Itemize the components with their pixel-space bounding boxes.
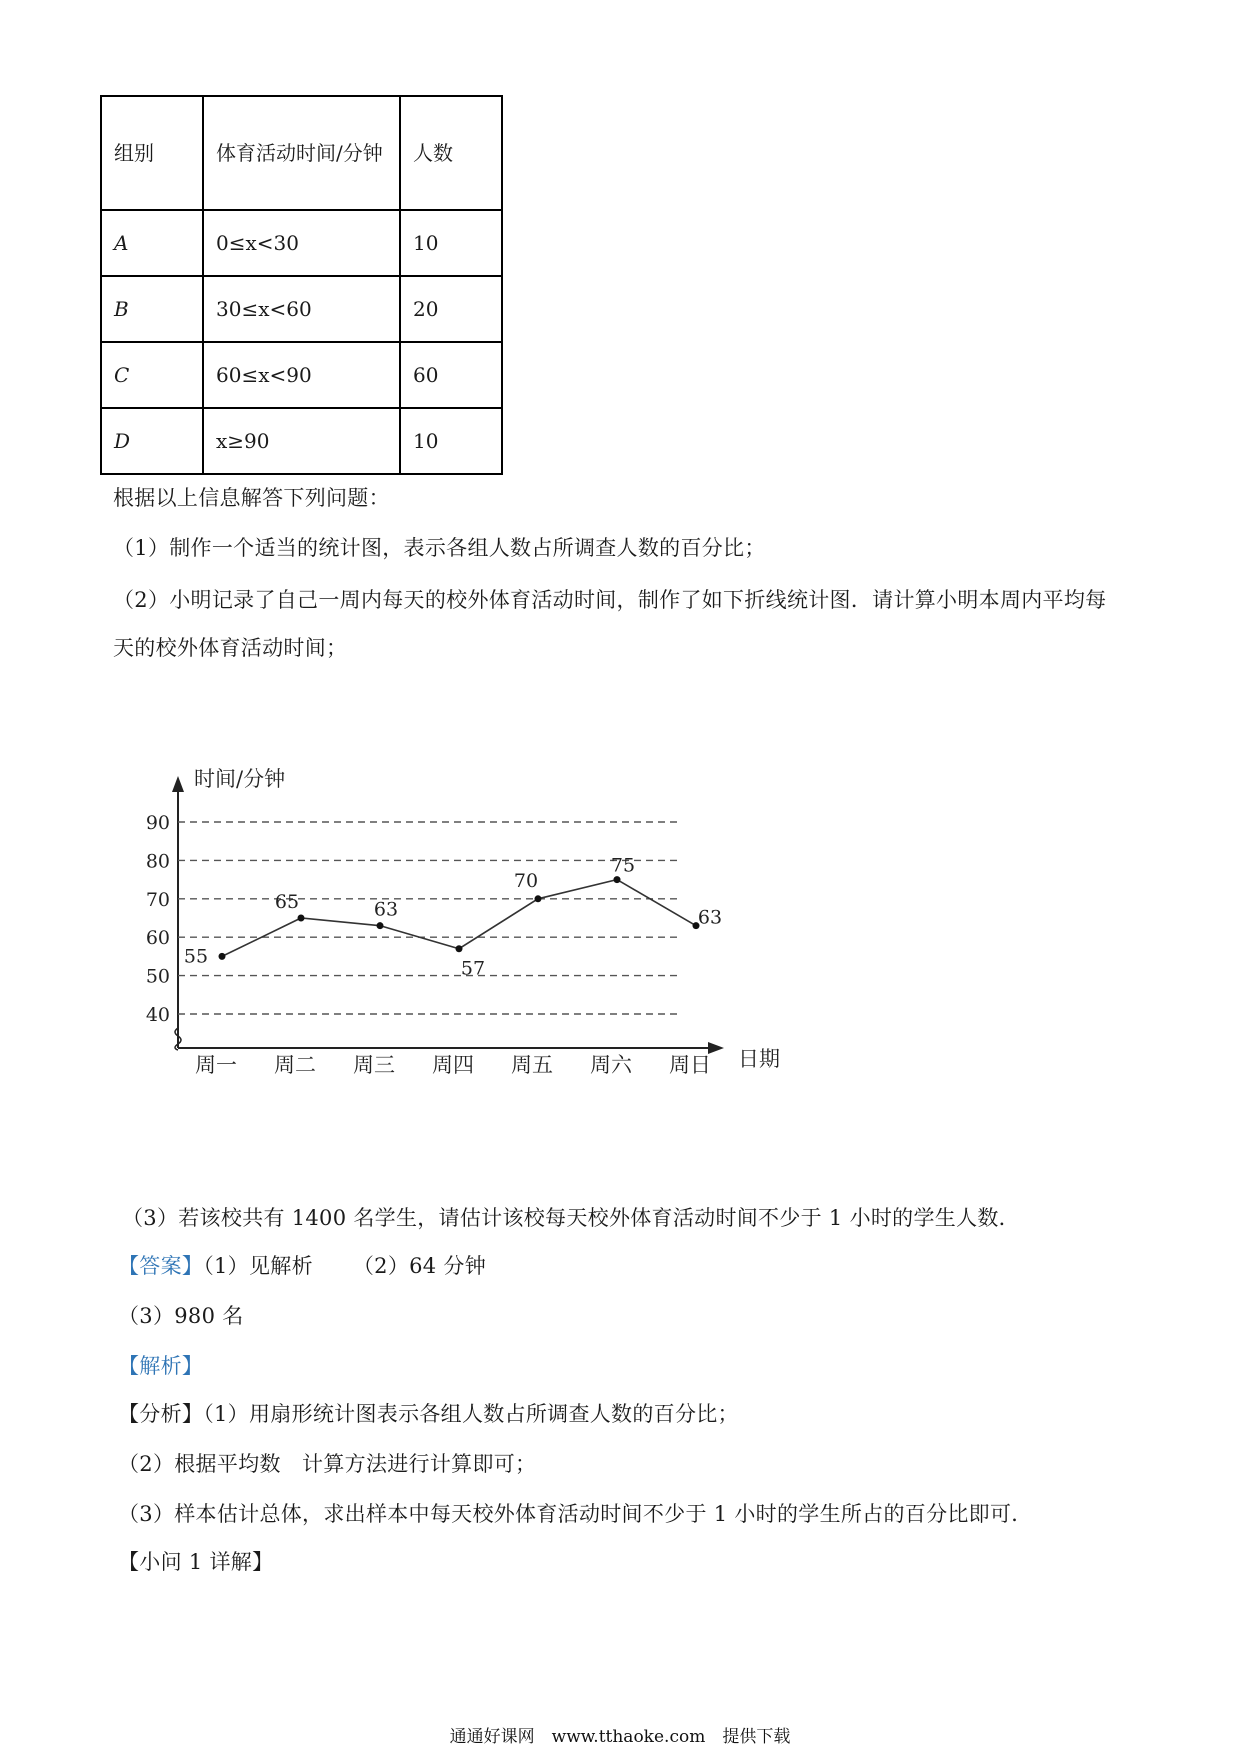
answer-1: （1）见解析 bbox=[203, 1254, 313, 1278]
question-1: （1）制作一个适当的统计图，表示各组人数占所调查人数的百分比； bbox=[113, 536, 766, 560]
x-tick-label: 周二 bbox=[274, 1053, 316, 1077]
data-label: 65 bbox=[274, 891, 300, 913]
data-point bbox=[456, 945, 463, 952]
cell-group: D bbox=[101, 408, 203, 474]
cell-range: x≥90 bbox=[203, 408, 400, 474]
data-label: 57 bbox=[460, 957, 486, 980]
data-label: 55 bbox=[183, 945, 209, 968]
data-label: 63 bbox=[373, 898, 399, 921]
cell-count: 20 bbox=[400, 276, 502, 342]
sub-question-tag: 【小问 1 详解】 bbox=[118, 1550, 274, 1574]
y-axis-arrow bbox=[172, 776, 184, 792]
data-label: 75 bbox=[610, 854, 636, 877]
analysis-line-2: （2）根据平均数 计算方法进行计算即可； bbox=[118, 1452, 537, 1476]
table-row bbox=[101, 210, 502, 276]
cell-group: A bbox=[101, 210, 203, 276]
data-label: 70 bbox=[513, 869, 539, 892]
table-header-row bbox=[101, 96, 502, 210]
x-tick-label: 周日 bbox=[669, 1053, 711, 1077]
y-tick-label: 80 bbox=[145, 850, 170, 873]
x-tick-label: 周三 bbox=[353, 1053, 395, 1077]
cell-range: 60≤x<90 bbox=[203, 342, 400, 408]
fenxi-tag: 【分析】 bbox=[118, 1402, 204, 1426]
cell-group: B bbox=[101, 276, 203, 342]
cell-count: 10 bbox=[400, 210, 502, 276]
analysis-tag: 【解析】 bbox=[118, 1354, 204, 1378]
data-point bbox=[535, 895, 542, 902]
footer-text: 通通好课网 www.tthaoke.com 提供下载 bbox=[449, 1727, 791, 1747]
answer-line bbox=[118, 1250, 486, 1280]
data-label: 63 bbox=[697, 906, 723, 929]
data-point bbox=[614, 876, 621, 883]
x-tick-label: 周五 bbox=[511, 1053, 553, 1077]
data-point bbox=[219, 953, 226, 960]
cell-count: 10 bbox=[400, 408, 502, 474]
y-tick-label: 40 bbox=[145, 1004, 170, 1026]
cell-range: 0≤x<30 bbox=[203, 210, 400, 276]
intro-text: 根据以上信息解答下列问题： bbox=[113, 486, 390, 510]
cell-range: 30≤x<60 bbox=[203, 276, 400, 342]
answer-2: （2）64 分钟 bbox=[352, 1254, 487, 1278]
y-tick-label: 90 bbox=[145, 812, 170, 834]
answer-tag: 【答案】 bbox=[118, 1254, 204, 1278]
y-axis-title: 时间/分钟 bbox=[194, 767, 286, 791]
answer-3: （3）980 名 bbox=[118, 1304, 244, 1328]
cell-group: C bbox=[101, 342, 203, 408]
table-row bbox=[101, 276, 502, 342]
activity-time-table bbox=[100, 95, 503, 475]
table-row bbox=[101, 342, 502, 408]
y-tick-label: 50 bbox=[145, 965, 170, 988]
x-tick-label: 周六 bbox=[590, 1053, 632, 1077]
header-group: 组别 bbox=[101, 96, 203, 210]
header-count: 人数 bbox=[400, 96, 502, 210]
line-chart bbox=[140, 760, 860, 1100]
x-tick-label: 周一 bbox=[195, 1053, 237, 1077]
table-row bbox=[101, 408, 502, 474]
fenxi-1: （1）用扇形统计图表示各组人数占所调查人数的百分比； bbox=[203, 1402, 739, 1426]
cell-count: 60 bbox=[400, 342, 502, 408]
y-tick-label: 60 bbox=[145, 927, 170, 950]
data-point bbox=[298, 915, 305, 922]
analysis-line-1 bbox=[118, 1398, 739, 1428]
question-2-line-1: （2）小明记录了自己一周内每天的校外体育活动时间，制作了如下折线统计图．请计算小明本周内平均每 bbox=[113, 588, 1107, 612]
x-tick-label: 周四 bbox=[432, 1053, 474, 1077]
analysis-line-3: （3）样本估计总体，求出样本中每天校外体育活动时间不少于 1 小时的学生所占的百分比即可． bbox=[118, 1502, 1033, 1526]
question-2-line-2: 天的校外体育活动时间； bbox=[113, 636, 348, 660]
y-tick-label: 70 bbox=[145, 888, 170, 911]
question-3: （3）若该校共有 1400 名学生，请估计该校每天校外体育活动时间不少于 1 小时的学生人数． bbox=[122, 1206, 1020, 1230]
data-point bbox=[377, 922, 384, 929]
x-axis-title: 日期 bbox=[738, 1047, 780, 1071]
header-time: 体育活动时间/分钟 bbox=[216, 141, 383, 165]
